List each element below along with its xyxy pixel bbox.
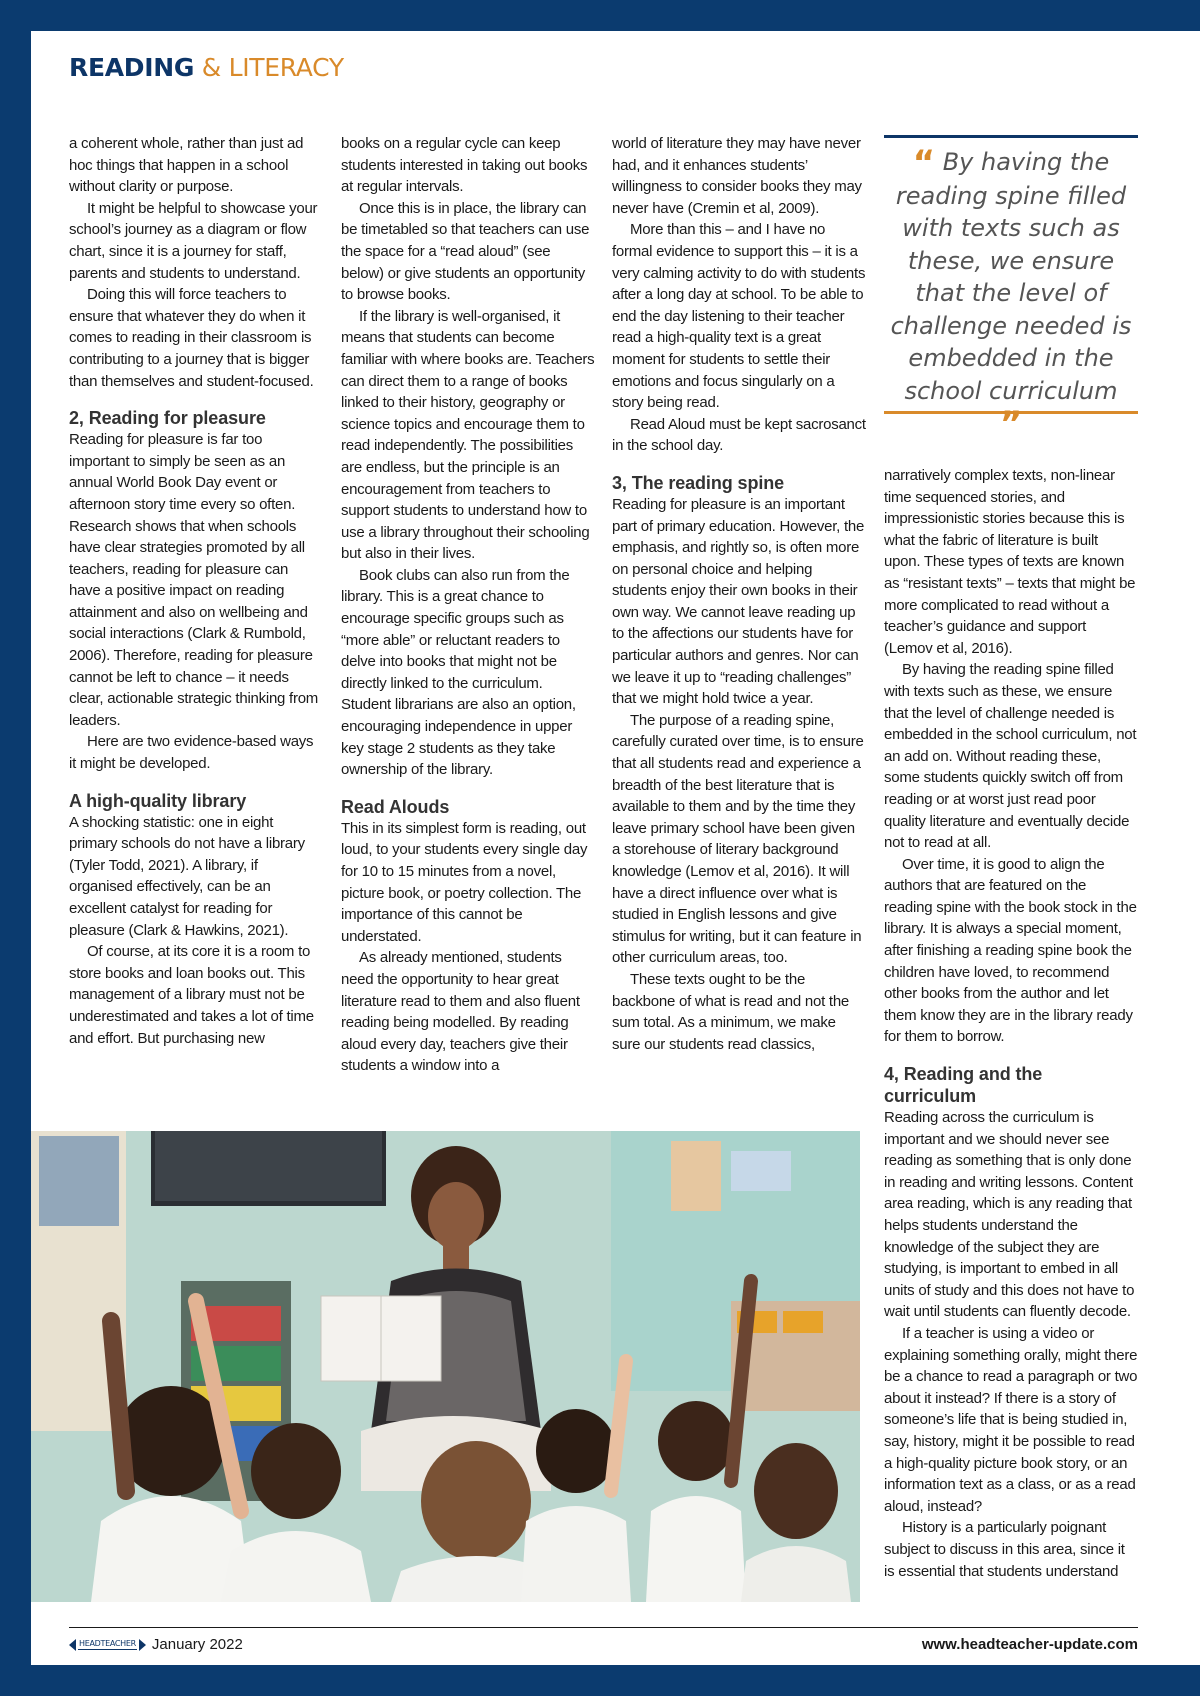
section-header xyxy=(69,53,344,82)
paragraph: It might be helpful to showcase your school’s journey as a diagram or flow chart, since it is a journey for staff, parents and students to understand. xyxy=(69,199,318,282)
paragraph: History is a particularly poignant subject to discuss in this area, since it is essential that students understand xyxy=(884,1519,1125,1580)
paragraph: Here are two evidence-based ways it might be developed. xyxy=(69,733,314,773)
paragraph: Reading for pleasure is an important part of primary education. However, the emphasis, and rightly so, is often more on personal choice and helping students enjoy their own books in their own way. We cannot leave reading up to the affections our students have for particular authors and genres. Nor can we leave it up to “reading challenges” that we might hold twice a year. xyxy=(612,495,865,708)
classroom-illustration xyxy=(31,1131,860,1602)
paragraph: Reading for pleasure is far too important to simply be seen as an annual World Book Day event or afternoon story time every so often. Research shows that when schools have clear strategies promoted by all teachers, reading for pleasure can have a positive impact on reading attainment and also on wellbeing and social interactions (Clark & Rumbold, 2006). Therefore, reading for pleasure cannot be left to chance – it needs clear, actionable strategic thinking from leaders. xyxy=(69,431,319,729)
paragraph: Over time, it is good to align the authors that are featured on the reading spine with the book stock in the library. It is always a special moment, after finishing a reading spine book the children have loved, to recommend other books from the author and let them know they are in the library ready for them to borrow. xyxy=(884,855,1137,1046)
paragraph: Of course, at its core it is a room to store books and loan books out. This management of a library must not be underestimated and takes a lot of time and effort. But purchasing new xyxy=(69,943,314,1047)
paragraph: Once this is in place, the library can be timetabled so that teachers can use the space for a “read aloud” (see below) or give students an opportunity to browse books. xyxy=(341,199,590,304)
paragraph: books on a regular cycle can keep students interested in taking out books at regular intervals. xyxy=(341,135,588,196)
text-column-1 xyxy=(69,133,323,1049)
text-column-3 xyxy=(612,133,866,1055)
section-header-bold: READING xyxy=(69,53,195,82)
paragraph: Book clubs can also run from the library. This is a great chance to encourage specific groups such as “more able” or reluctant readers to delve into books that might not be directly linked to the curriculum. Student librarians are also an option, encouraging independence in upper key stage 2 students as they take ownership of the library. xyxy=(341,566,576,779)
paragraph: The purpose of a reading spine, carefully curated over time, is to ensure that all students read and experience a breadth of the best literature that is available to them and by the time they leave primary school have been given a storehouse of literary background knowledge (Lemov et al, 2016). It will have a direct influence over what is studied in English lessons and give stimulus for writing, but it can feature in other curriculum areas, too. xyxy=(612,711,864,967)
close-quote-mark: ” xyxy=(999,404,1023,444)
paragraph: These texts ought to be the backbone of what is read and not the sum total. As a minimum, we make sure our students read classics, xyxy=(612,970,850,1053)
text-column-4 xyxy=(884,465,1138,1582)
paragraph: Reading across the curriculum is important and we should never see reading as something that is only done in reading and writing lessons. Content area reading, which is any reading that helps students understand the knowledge of the subject they are studying, is important to embed in all units of study and this does not have to wait until students can fluently decode. xyxy=(884,1109,1135,1321)
paragraph: Doing this will force teachers to ensure that whatever they do when it comes to reading in their classroom is contributing to a journey that is bigger than themselves and student-focused. xyxy=(69,286,314,390)
paragraph: More than this – and I have no formal evidence to support this – it is a very calming activity to do with students after a long day at school. To be able to end the day listening to their teacher read a high-quality text is a great moment for students to settle their emotions and focus singularly on a story being read. xyxy=(612,221,866,412)
paragraph: Read Aloud must be kept sacrosanct in the school day. xyxy=(612,415,866,455)
paragraph: narratively complex texts, non-linear time sequenced stories, and impressionistic stories because this is what the fabric of literature is built upon. These types of texts are known as “resistant texts” – texts that might be more complicated to read without a teacher’s guidance and support (Lemov et al, 2016). xyxy=(884,467,1136,657)
triangle-left-icon xyxy=(69,1639,76,1651)
section-heading: 3, The reading spine xyxy=(612,472,785,493)
section-heading: Read Alouds xyxy=(341,796,450,817)
section-heading: 4, Reading and the curriculum xyxy=(884,1064,1043,1107)
website-url: www.headteacher-update.com xyxy=(921,1636,1138,1653)
section-heading: 2, Reading for pleasure xyxy=(69,408,266,429)
footer-rule xyxy=(69,1627,1138,1628)
paragraph: This in its simplest form is reading, out loud, to your students every single day for 10 to 15 minutes from a novel, picture book, or poetry collection. The importance of this cannot be understated. xyxy=(341,819,588,945)
magazine-page xyxy=(31,31,1200,1665)
pull-quote-text: By having the reading spine filled with texts such as these, we ensure that the level of challenge needed is embedded in the school curriculum xyxy=(890,148,1132,405)
section-heading: A high-quality library xyxy=(69,790,247,811)
paragraph: By having the reading spine filled with texts such as these, we ensure that the level of challenge needed is embedded in the school curriculum, not an add on. Without reading these, some students quickly switch off from reading or at worst just read poor quality literature and eventually decide not to read at all. xyxy=(884,661,1137,852)
open-quote-mark: “ xyxy=(912,143,936,183)
publication-logo xyxy=(69,1639,146,1651)
logo-text: HEADTEACHER xyxy=(79,1639,136,1648)
issue-date: January 2022 xyxy=(151,1636,243,1653)
paragraph: a coherent whole, rather than just ad hoc things that happen in a school without clarity or purpose. xyxy=(69,135,304,196)
triangle-right-icon xyxy=(139,1639,146,1651)
classroom-photo xyxy=(31,1131,860,1602)
paragraph: If a teacher is using a video or explaining something orally, might there be a chance to read a paragraph or two about it instead? If there is a story of someone’s life that is being studied in, say, history, might it be possible to read a high-quality picture book story, or an information text as a class, or as a read aloud, instead? xyxy=(884,1324,1138,1515)
paragraph: world of literature they may have never had, and it enhances students’ willingness to consider books they may never have (Cremin et al, 2009). xyxy=(612,135,862,217)
paragraph: As already mentioned, students need the opportunity to hear great literature read to them and also fluent reading being modelled. By reading aloud every day, teachers give their students a window into a xyxy=(341,949,580,1075)
paragraph: If the library is well-organised, it means that students can become familiar with where books are. Teachers can direct them to a range of books linked to their history, geography or science topics and encourage them to read independently. The possibilities are endless, but the principle is an encouragement from teachers to support students to understand how to use a library throughout their schooling but also in their lives. xyxy=(341,307,595,563)
text-column-2 xyxy=(341,133,595,1077)
pull-quote xyxy=(884,135,1138,444)
footer-left xyxy=(69,1636,243,1653)
paragraph: A shocking statistic: one in eight primary schools do not have a library (Tyler Todd, 2021). A library, if organised effectively, can be an excellent catalyst for reading for pleasure (Clark & Hawkins, 2021). xyxy=(69,813,305,939)
section-header-rest: & LITERACY xyxy=(201,53,344,82)
